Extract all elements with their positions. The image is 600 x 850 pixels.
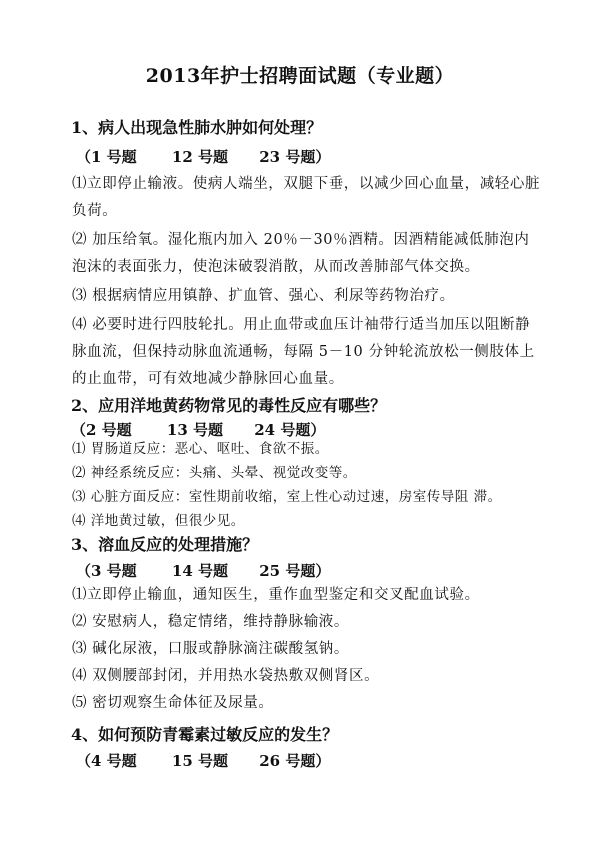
question-number: 14 号题 xyxy=(171,562,229,580)
question-number: 26 号题） xyxy=(259,752,331,770)
question-number: （4 号题 xyxy=(76,752,137,770)
answer-item: ⑵ 神经系统反应：头痛、头晕、视觉改变等。 xyxy=(72,465,357,481)
answer-item: ⑷ 洋地黄过敏，但很少见。 xyxy=(72,513,245,529)
question-number: 12 号题 xyxy=(171,148,229,166)
answer-item: ⑵ 安慰病人，稳定情绪，维持静脉输液。 xyxy=(72,614,350,630)
question-numbers xyxy=(76,750,330,771)
answer-item: ⑴ 胃肠道反应：恶心、呕吐、食欲不振。 xyxy=(72,441,329,457)
question-number: 23 号题） xyxy=(259,148,331,166)
answer-item: ⑶ 根据病情应用镇静、扩血管、强心、利尿等药物治疗。 xyxy=(72,288,455,304)
question-numbers xyxy=(76,560,330,581)
question-number: 24 号题） xyxy=(254,421,326,439)
question-numbers xyxy=(76,146,330,167)
question-heading: 4、如何预防青霉素过敏反应的发生？ xyxy=(71,725,339,744)
answer-item: ⑷ 双侧腰部封闭，并用热水袋热敷双侧肾区。 xyxy=(72,668,380,684)
answer-item: ⑷ 必要时进行四肢轮扎。用止血带或血压计袖带行适当加压以阻断静脉血流，但保持动脉血流通畅，每隔 5－10 分钟轮流放松一侧肢体上的止血带，可有效地减少静脉回心血量。 xyxy=(72,317,535,387)
answer-item: ⑴立即停止输液。使病人端坐，双腿下垂，以减少回心血量，减轻心脏负荷。 xyxy=(72,176,541,219)
answer-item: ⑶ 碱化尿液，口服或静脉滴注碳酸氢钠。 xyxy=(72,641,350,657)
question-number: （1 号题 xyxy=(76,148,137,166)
answer-item: ⑶ 心脏方面反应：室性期前收缩，室上性心动过速，房室传导阻 滞。 xyxy=(72,489,502,505)
answer-item: ⑸ 密切观察生命体征及尿量。 xyxy=(72,695,274,711)
question-number: （3 号题 xyxy=(76,562,137,580)
answer-item: ⑴立即停止输血，通知医生，重作血型鉴定和交叉配血试验。 xyxy=(72,587,480,603)
question-number: 15 号题 xyxy=(171,752,229,770)
question-number: 25 号题） xyxy=(259,562,331,580)
question-number: （2 号题 xyxy=(71,421,132,439)
answer-item: ⑵ 加压给氧。湿化瓶内加入 20％－30％酒精。因酒精能减低肺泡内泡沫的表面张力，使泡沫破裂消散，从而改善肺部气体交换。 xyxy=(72,232,530,275)
question-heading: 2、应用洋地黄药物常见的毒性反应有哪些？ xyxy=(71,396,387,415)
question-heading: 1、病人出现急性肺水肿如何处理？ xyxy=(71,118,323,137)
question-number: 13 号题 xyxy=(166,421,224,439)
question-heading: 3、溶血反应的处理措施？ xyxy=(71,535,259,554)
page-title: 2013年护士招聘面试题（专业题） xyxy=(145,65,455,87)
